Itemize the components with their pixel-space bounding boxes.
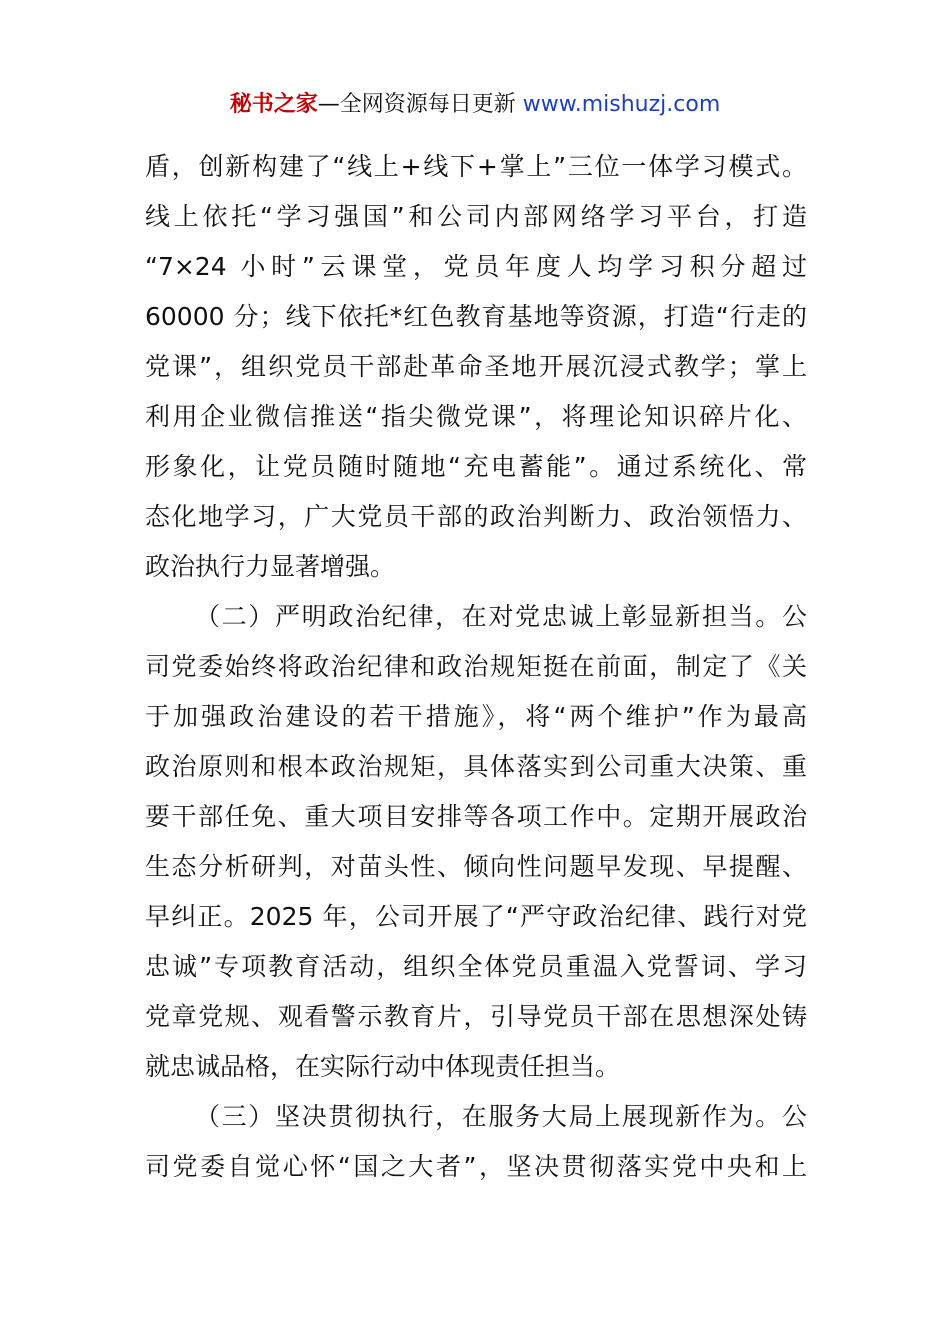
text-line: 生态分析研判，对苗头性、倾向性问题早发现、早提醒、 xyxy=(145,852,807,881)
text-line: 于加强政治建设的若干措施》，将“两个维护”作为最高 xyxy=(145,702,807,731)
document-body xyxy=(145,142,807,1192)
text-line: 利用企业微信推送“指尖微党课”，将理论知识碎片化、 xyxy=(145,402,807,431)
text-line: 盾，创新构建了“线上+线下+掌上”三位一体学习模式。 xyxy=(145,152,807,181)
text-line: 线上依托“学习强国”和公司内部网络学习平台，打造 xyxy=(145,202,807,231)
text-line: 司党委自觉心怀“国之大者”，坚决贯彻落实党中央和上 xyxy=(145,1152,807,1181)
text-line: （三）坚决贯彻执行，在服务大局上展现新作为。公 xyxy=(195,1102,807,1131)
text-line: 政治执行力显著增强。 xyxy=(145,552,396,581)
text-line: 党课”，组织党员干部赴革命圣地开展沉浸式教学；掌上 xyxy=(145,352,807,381)
text-line: 司党委始终将政治纪律和政治规矩挺在前面，制定了《关 xyxy=(145,652,807,681)
site-tagline: —全网资源每日更新 xyxy=(317,92,516,117)
text-line: 政治原则和根本政治规矩，具体落实到公司重大决策、重 xyxy=(145,752,807,781)
text-line: （二）严明政治纪律，在对党忠诚上彰显新担当。公 xyxy=(195,602,807,631)
text-line: 60000 分；线下依托*红色教育基地等资源，打造“行走的 xyxy=(145,302,807,331)
text-line: 党章党规、观看警示教育片，引导党员干部在思想深处铸 xyxy=(145,1002,807,1031)
text-line: “7×24 小时”云课堂，党员年度人均学习积分超过 xyxy=(145,252,807,281)
text-line: 忠诚”专项教育活动，组织全体党员重温入党誓词、学习 xyxy=(145,952,807,981)
text-line: 形象化，让党员随时随地“充电蓄能”。通过系统化、常 xyxy=(145,452,807,481)
text-line: 要干部任免、重大项目安排等各项工作中。定期开展政治 xyxy=(145,802,807,831)
text-line: 早纠正。2025 年，公司开展了“严守政治纪律、践行对党 xyxy=(145,902,807,931)
text-line: 态化地学习，广大党员干部的政治判断力、政治领悟力、 xyxy=(145,502,807,531)
site-brand: 秘书之家 xyxy=(229,92,318,117)
text-line: 就忠诚品格，在实际行动中体现责任担当。 xyxy=(145,1052,621,1081)
page-header xyxy=(0,88,950,122)
site-url: www.mishuzj.com xyxy=(522,92,721,117)
